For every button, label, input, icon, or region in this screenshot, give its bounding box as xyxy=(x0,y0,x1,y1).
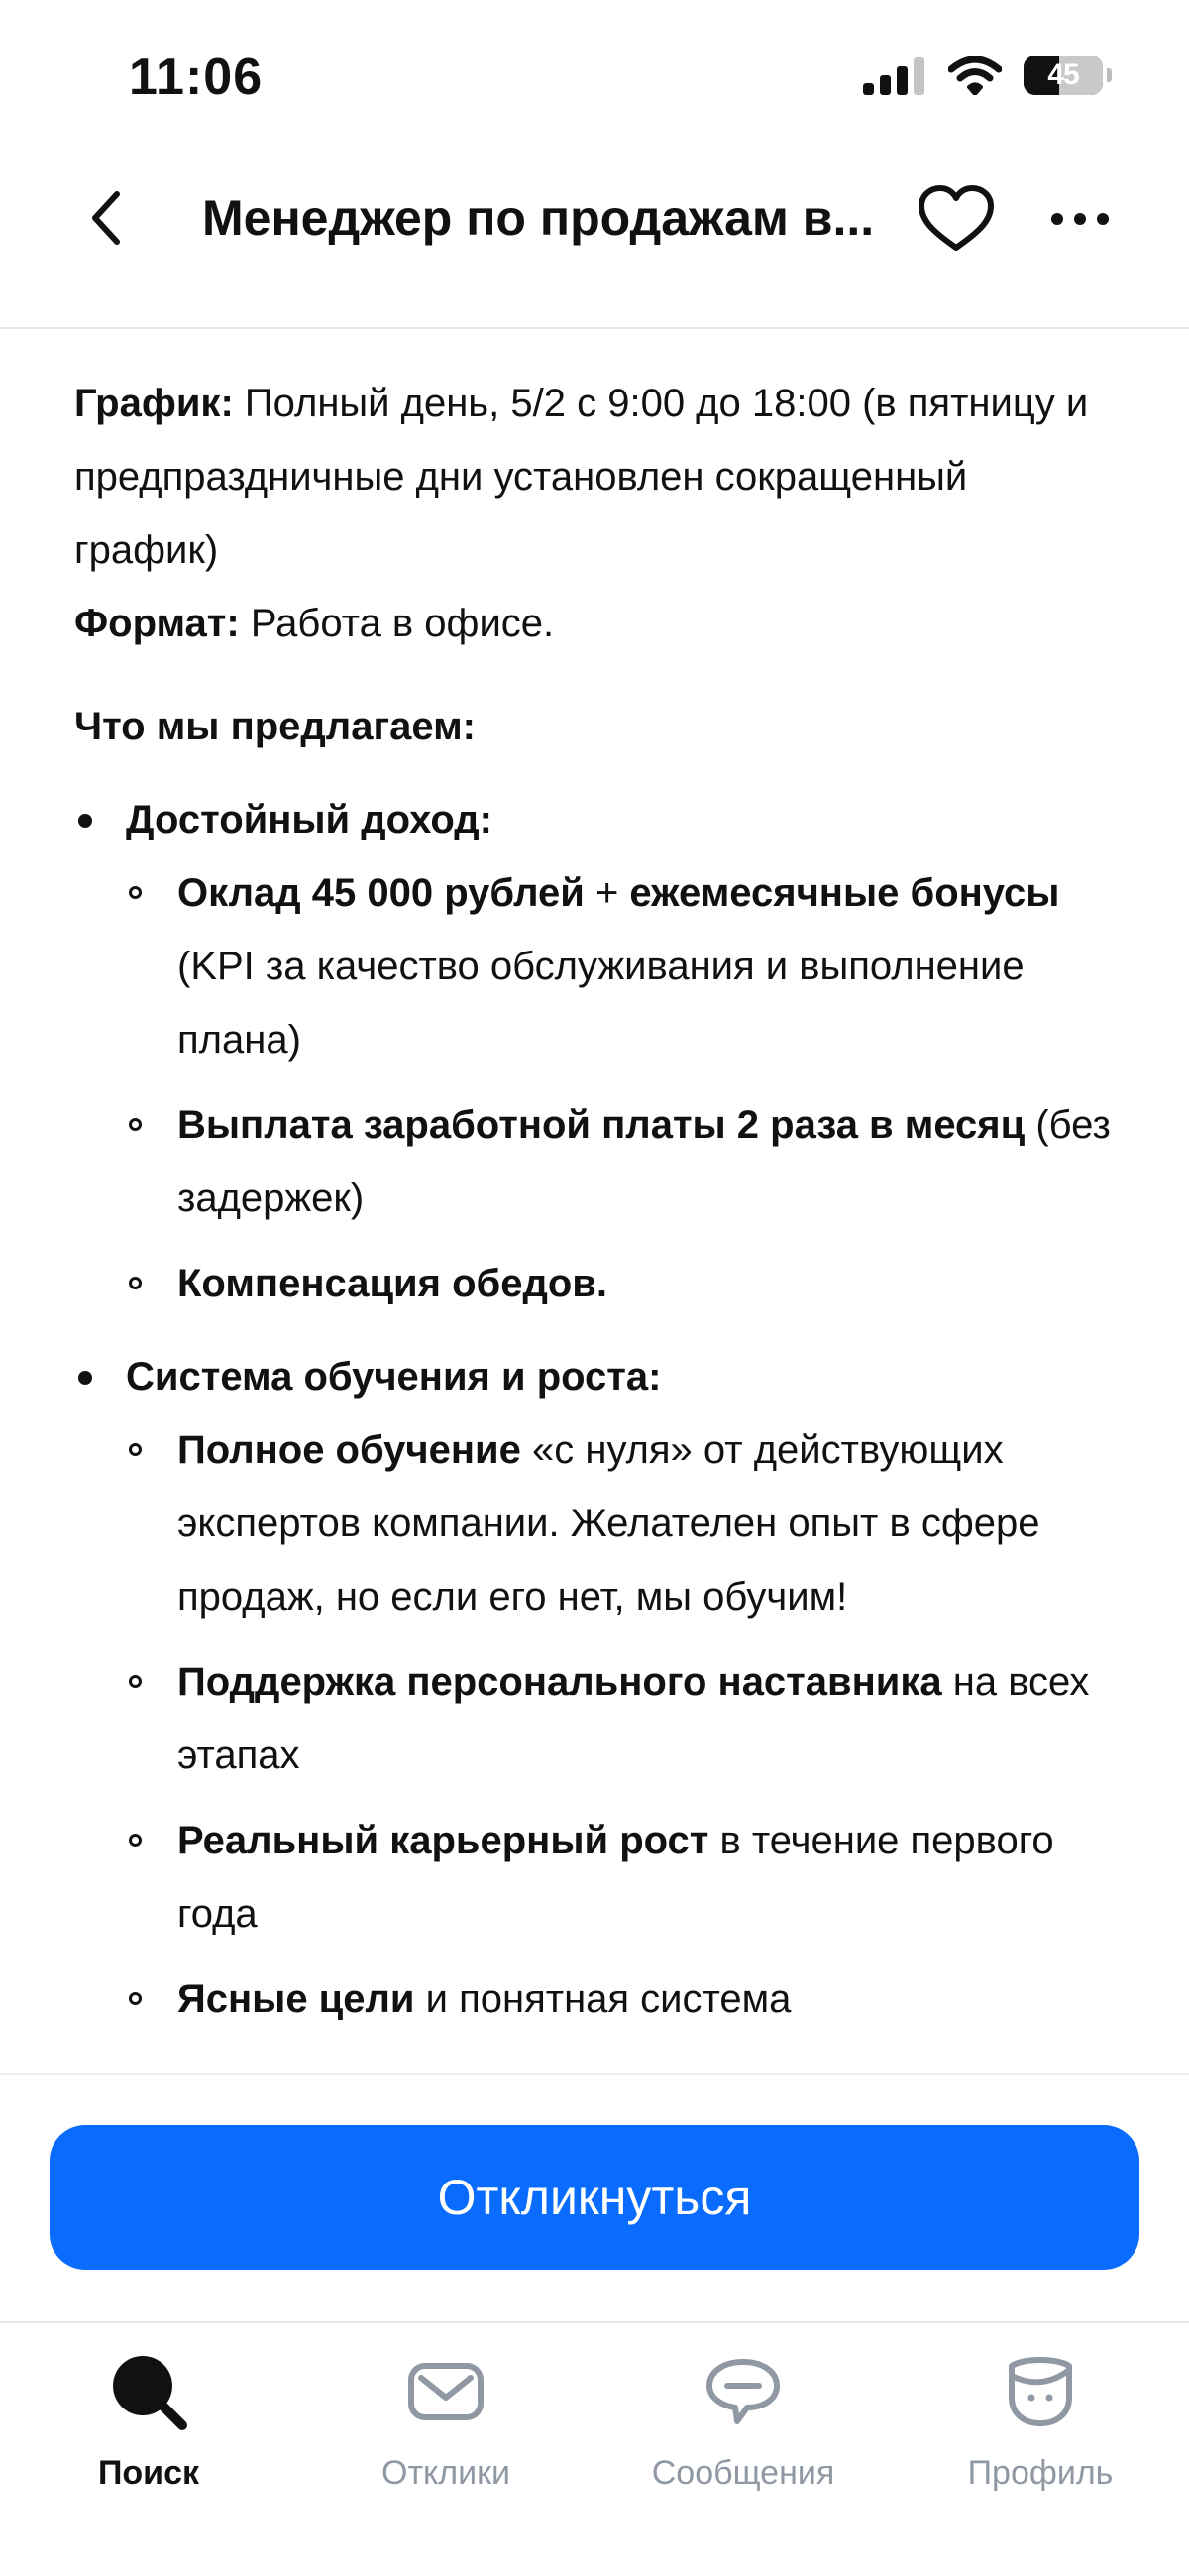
apply-button[interactable]: Откликнуться xyxy=(50,2125,1139,2270)
status-icons xyxy=(863,56,1112,95)
schedule-line xyxy=(74,367,1115,587)
list-item xyxy=(126,1804,1115,1951)
format-label: Формат: xyxy=(74,602,240,645)
list-item xyxy=(126,1645,1115,1792)
tab-label: Поиск xyxy=(97,2454,200,2492)
item-text: «с нуля» от действующих экспертов компании. Желателен опыт в сфере продаж, но если его нет, мы обучим! xyxy=(177,1428,1040,1619)
search-icon xyxy=(104,2347,193,2436)
item-bold: Реальный карьерный рост xyxy=(177,1819,709,1862)
item-bold: ежемесячные бонусы xyxy=(629,871,1060,915)
back-button[interactable] xyxy=(69,180,145,256)
header xyxy=(0,149,1189,329)
income-title: Достойный доход: xyxy=(126,798,492,841)
status-bar xyxy=(0,0,1189,149)
list-item-growth xyxy=(74,1340,1115,2036)
schedule-value: Полный день, 5/2 с 9:00 до 18:00 (в пятницу и предпраздничные дни установлен сокращенный график) xyxy=(74,382,1089,572)
format-line xyxy=(74,587,1115,660)
action-area xyxy=(0,2073,1189,2323)
growth-sublist xyxy=(126,1413,1115,2036)
item-bold: Полное обучение xyxy=(177,1428,521,1472)
item-text: (KPI за качество обслуживания и выполнение плана) xyxy=(177,945,1025,1062)
chevron-left-icon xyxy=(87,190,127,246)
list-item xyxy=(126,1962,1115,2036)
list-item xyxy=(126,856,1115,1076)
battery-level: 45 xyxy=(1047,58,1079,91)
schedule-label: График: xyxy=(74,382,234,425)
list-item xyxy=(126,1247,1115,1320)
vacancy-description[interactable] xyxy=(0,329,1189,2073)
tab-profile[interactable] xyxy=(892,2343,1189,2541)
item-bold: Компенсация обедов. xyxy=(177,1262,608,1305)
favorite-button[interactable] xyxy=(914,176,999,262)
status-time: 11:06 xyxy=(129,49,264,106)
item-text: (без задержек) xyxy=(177,1103,1111,1220)
more-options-button[interactable] xyxy=(1040,176,1120,262)
list-item xyxy=(126,1088,1115,1235)
tab-label: Сообщения xyxy=(651,2454,835,2492)
heart-icon xyxy=(917,184,996,254)
battery-icon xyxy=(1024,56,1103,95)
tab-bar xyxy=(0,2321,1189,2576)
cellular-signal-icon xyxy=(863,56,926,95)
chat-bubble-icon xyxy=(699,2347,788,2436)
item-bold: Выплата заработной платы 2 раза в месяц xyxy=(177,1103,1026,1147)
item-bold: Поддержка персонального наставника xyxy=(177,1660,942,1704)
more-dots-icon xyxy=(1050,212,1110,226)
tab-messages[interactable] xyxy=(594,2343,892,2541)
profile-icon xyxy=(996,2347,1085,2436)
tab-search[interactable] xyxy=(0,2343,297,2541)
tab-responses[interactable] xyxy=(297,2343,594,2541)
item-bold: Оклад 45 000 рублей xyxy=(177,871,585,915)
offer-list xyxy=(74,783,1115,2036)
item-text: на всех этапах xyxy=(177,1660,1090,1777)
list-item xyxy=(126,1413,1115,1633)
envelope-icon xyxy=(401,2347,490,2436)
list-item-income xyxy=(74,783,1115,1320)
item-text: и понятная система xyxy=(414,1977,792,2021)
item-text: в течение первого года xyxy=(177,1819,1054,1936)
battery-cap xyxy=(1107,68,1112,82)
tab-label: Профиль xyxy=(967,2454,1114,2492)
offer-heading: Что мы предлагаем: xyxy=(74,705,476,748)
item-bold: Ясные цели xyxy=(177,1977,415,2021)
item-text: + xyxy=(584,871,630,915)
growth-title: Система обучения и роста: xyxy=(126,1355,662,1399)
format-value: Работа в офисе. xyxy=(239,602,555,645)
wifi-icon xyxy=(948,56,1002,95)
income-sublist xyxy=(126,856,1115,1320)
page-title: Менеджер по продажам в... xyxy=(202,190,875,246)
tab-label: Отклики xyxy=(381,2454,510,2492)
